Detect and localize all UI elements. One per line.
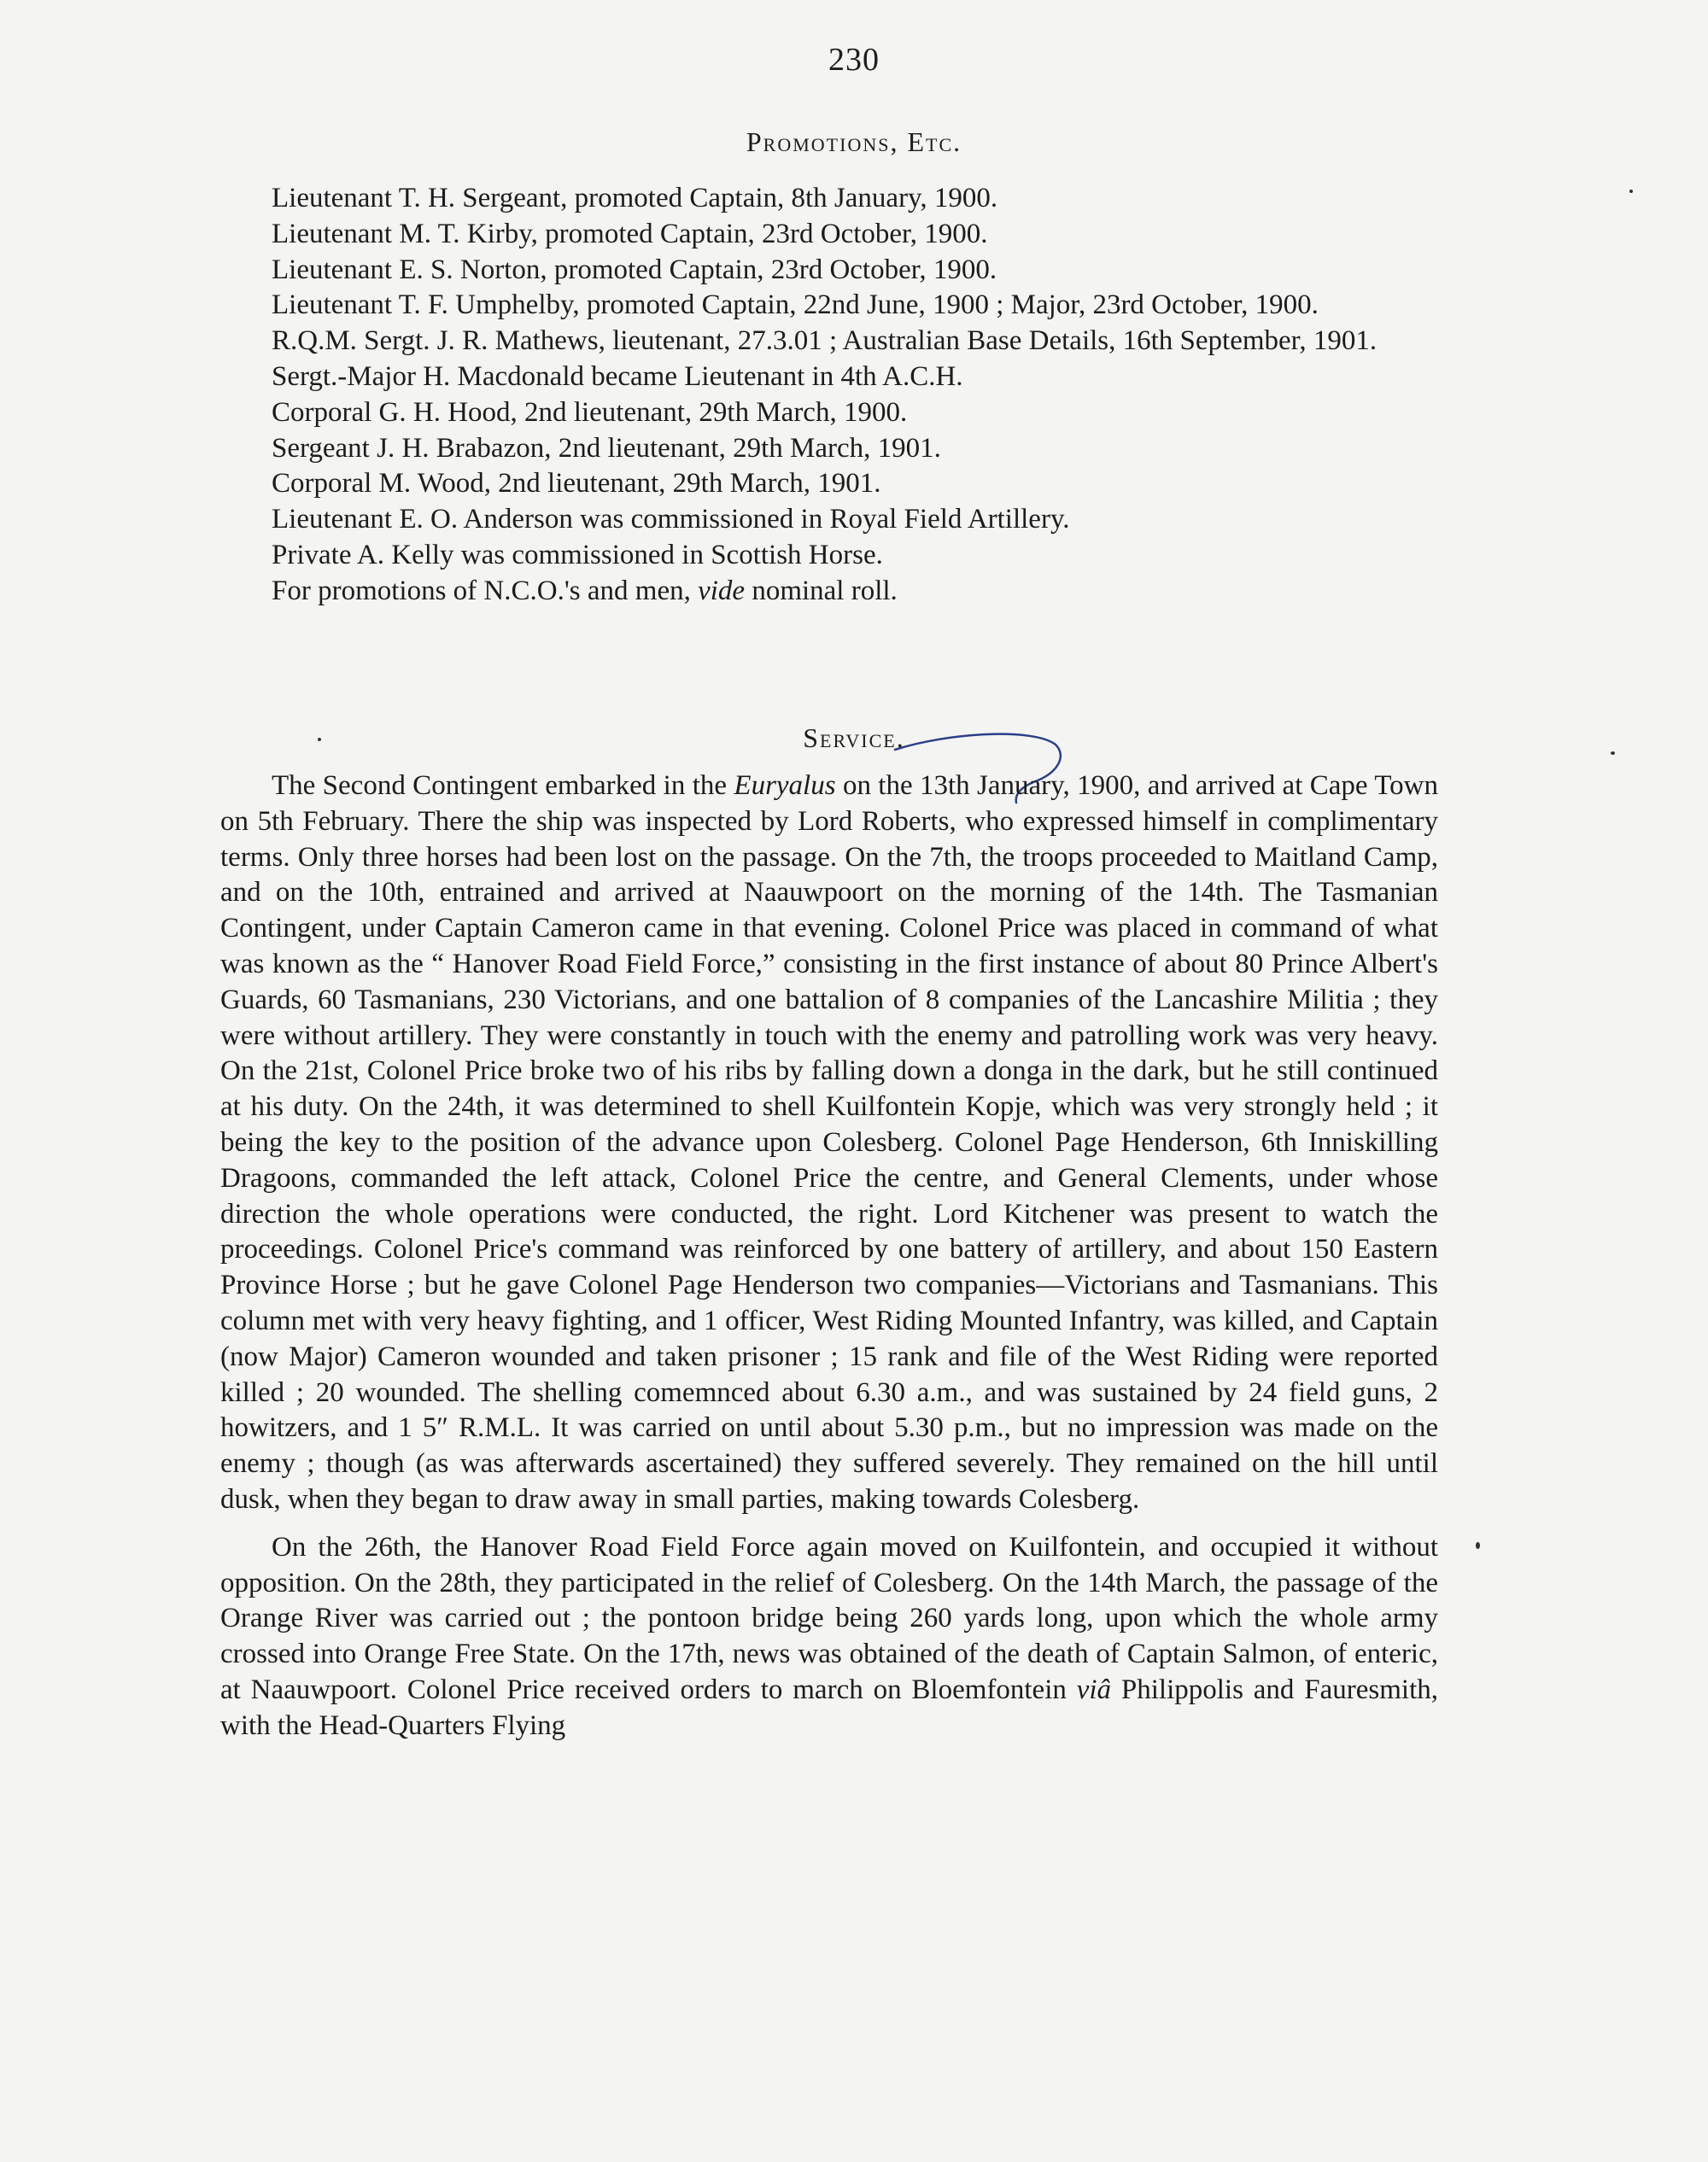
text-run: on the 13th January, 1900, and arrived at Cape Town on 5th February. There the ship was inspected by Lord Roberts, who expressed himself in complimentary terms. Only three horses had been lost on the passage. On the 7th, the troops proceeded to Maitland Camp, and on the 10th, entrained and arrived at Naauwpoort on the morning of the 14th. The Tasmanian Contingent, under Captain Cameron came in that evening. Colonel Price was placed in command of what was known as the “ Hanover Road Field Force,” consisting in the first instance of about 80 Prince Albert's Guards, 60 Tasmanians, 230 Victorians, and one battalion of 8 companies of the Lancashire Militia ; they were without artillery. They were constantly in touch with the enemy and patrolling work was very heavy. On the 21st, Colonel Price broke two of his ribs by falling down a donga in the dark, but he still continued at his duty. On the 24th, it was determined to shell Kuilfontein Kopje, which was very strongly held ; it being the key to the position of the advance upon Colesberg. Colonel Page Henderson, 6th Inniskilling Dragoons, commanded the left attack, Colonel Price the centre, and General Clements, under whose direction the whole operations were conducted, the right. Lord Kitchener was present to watch the proceedings. Colonel Price's command was reinforced by one battery of artillery, and about 150 Eastern Province Horse ; but he gave Colonel Page Henderson two companies—Victorians and Tasmanians. This column met with very heavy fighting, and 1 officer, West Riding Mounted Infantry, was killed, and Captain (now Major) Cameron wounded and taken prisoner ; 15 rank and file of the West Riding were reported killed ; 20 wounded. The shelling comemnced about 6.30 a.m., and was sustained by 24 field guns, 2 howitzers, and 1 5″ R.M.L. It was carried on until about 5.30 p.m., but no impression was made on the enemy ; though (as was afterwards ascertained) they suffered severely. They remained on the hill until dusk, when they began to draw away in small parties, making towards Colesberg. — [220, 770, 1439, 1515]
promotion-entry: Lieutenant M. T. Kirby, promoted Captain, 23rd October, 1900. — [272, 218, 988, 249]
promotion-entry: Corporal M. Wood, 2nd lieutenant, 29th March, 1901. — [272, 468, 881, 500]
text-run: The Second Contingent embarked in the — [272, 770, 734, 801]
service-paragraph-2 — [220, 1530, 1438, 1744]
service-section — [220, 768, 1438, 1744]
text-run: nominal roll. — [745, 575, 898, 606]
italic-word: viâ — [1076, 1674, 1112, 1705]
speck-mark — [318, 738, 321, 741]
speck-mark — [1629, 190, 1633, 193]
speck-mark — [1476, 1542, 1480, 1549]
promotions-heading: Promotions, Etc. — [746, 126, 962, 157]
promotion-entry: Sergt.-Major H. Macdonald became Lieutenant in 4th A.C.H. — [272, 360, 963, 392]
promotions-list — [220, 181, 1438, 610]
promotion-entry: Corporal G. H. Hood, 2nd lieutenant, 29th March, 1900. — [272, 396, 908, 428]
text-run: For promotions of N.C.O.'s and men, — [272, 575, 699, 606]
promotion-entry: Private A. Kelly was commissioned in Scottish Horse. — [272, 539, 883, 570]
text-run: Philippolis and Fauresmith, with the Head-Quarters Flying — [220, 1674, 1438, 1741]
promotion-entry: Lieutenant T. H. Sergeant, promoted Captain, 8th January, 1900. — [272, 183, 998, 213]
promotion-entry: Lieutenant E. S. Norton, promoted Captain, 23rd October, 1900. — [272, 254, 997, 285]
speck-mark — [1611, 751, 1615, 755]
italic-word: vide — [698, 575, 746, 606]
ship-name: Euryalus — [734, 770, 836, 801]
service-paragraph-1 — [220, 768, 1438, 1518]
promotion-entry: Sergeant J. H. Brabazon, 2nd lieutenant, 29th March, 1901. — [272, 432, 941, 464]
text-run: On the 26th, the Hanover Road Field Force again moved on Kuilfontein, and occupied it without opposition. On the 28th, they participated in the relief of Colesberg. On the 14th March, the passage of the Orange River was carried out ; the pontoon bridge being 260 yards long, upon which the whole army crossed into Orange Free State. On the 17th, news was obtained of the death of Captain Salmon, of enteric, at Naauwpoort. Colonel Price received orders to march on Bloemfontein — [220, 1531, 1438, 1705]
page-number: 230 — [828, 42, 880, 78]
promotion-entry: Lieutenant E. O. Anderson was commissioned in Royal Field Artillery. — [272, 504, 1070, 535]
service-heading: Service. — [803, 722, 905, 753]
promotion-entry-last — [220, 574, 1438, 610]
promotion-entry: Lieutenant T. F. Umphelby, promoted Captain, 22nd June, 1900 ; Major, 23rd October, 1900. — [272, 289, 1319, 321]
promotion-entry: R.Q.M. Sergt. J. R. Mathews, lieutenant, 27.3.01 ; Australian Base Details, 16th September, 1901. — [272, 325, 1378, 357]
